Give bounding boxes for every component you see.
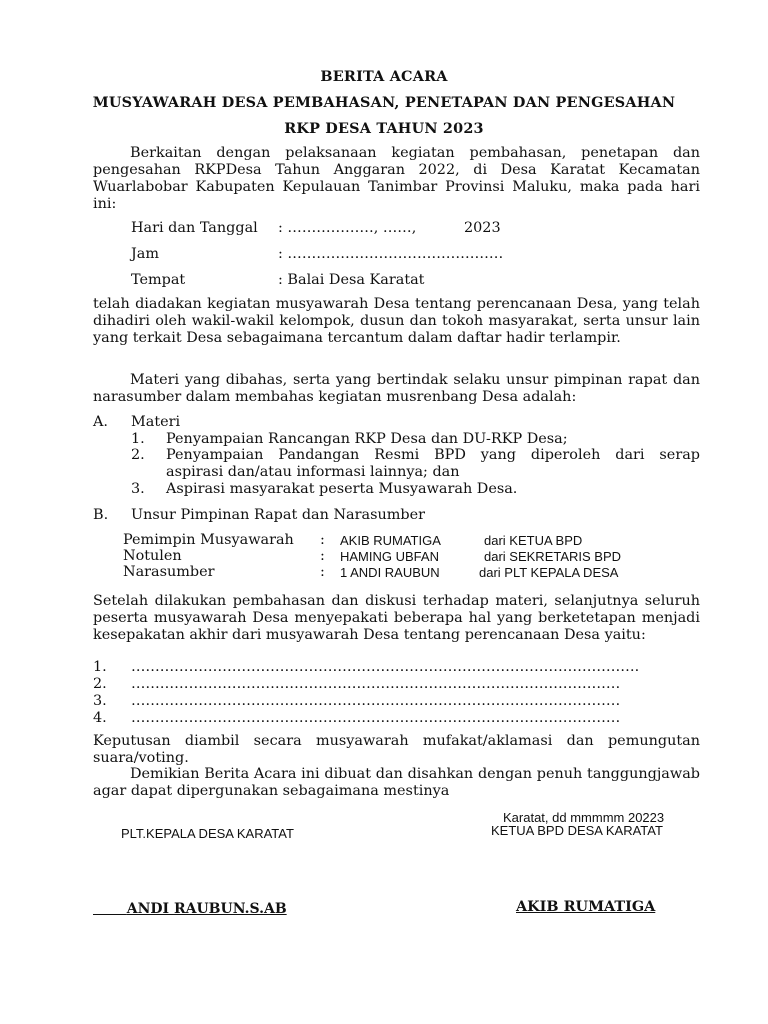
- section-a-item-number: 1.: [131, 431, 145, 447]
- schedule-place-value: : Balai Desa Karatat: [278, 272, 425, 288]
- materials-intro-text: Materi yang dibahas, serta yang bertindak selaku unsur pimpinan rapat dan narasumber dalam membahas kegiatan musrenbang Desa adalah:: [93, 372, 700, 405]
- intro-paragraph: [93, 145, 700, 213]
- agreement-number: 1.: [93, 659, 107, 675]
- speaker-role: Narasumber: [123, 564, 215, 580]
- agreement-number: 4.: [93, 710, 107, 726]
- section-a-item-number: 2.: [131, 447, 145, 463]
- agreement-blank: …………………………………………………………………………………………: [131, 676, 621, 692]
- document-subtitle-year: RKP DESA TAHUN 2023: [284, 120, 484, 137]
- speaker-origin: dari PLT KEPALA DESA: [479, 565, 619, 580]
- decision-paragraph: Keputusan diambil secara musyawarah mufakat/aklamasi dan pemungutan suara/voting.: [93, 733, 700, 766]
- document-title: BERITA ACARA: [320, 68, 448, 85]
- section-a-marker: A.: [93, 414, 108, 430]
- agreement-paragraph: Setelah dilakukan pembahasan dan diskusi terhadap materi, selanjutnya seluruh peserta musyawarah Desa menyepakati beberapa hal yang berketetapan menjadi kesepakatan akhir dari musyawarah Desa tentang perencanaan Desa yaitu:: [93, 593, 700, 643]
- bpd-chair-name: AKIB RUMATIGA: [516, 898, 656, 915]
- leader-role: Pemimpin Musyawarah: [123, 532, 294, 548]
- schedule-day-value: : ………………, ……,: [278, 220, 417, 236]
- speaker-colon: :: [320, 564, 325, 580]
- notulen-role: Notulen: [123, 548, 182, 564]
- leader-colon: :: [320, 532, 325, 548]
- section-a-item-number: 3.: [131, 481, 145, 497]
- agreement-number: 3.: [93, 693, 107, 709]
- schedule-day-year: 2023: [464, 220, 501, 236]
- section-a-item-text: Penyampaian Rancangan RKP Desa dan DU-RKP Desa;: [166, 431, 568, 447]
- document-subtitle: MUSYAWARAH DESA PEMBAHASAN, PENETAPAN DAN PENGESAHAN: [92, 94, 676, 111]
- section-a-item-text: Aspirasi masyarakat peserta Musyawarah Desa.: [166, 481, 518, 497]
- agreement-blank: …………………………………………………………………………………………: [131, 693, 621, 709]
- section-a-item-text: Penyampaian Pandangan Resmi BPD yang diperoleh dari serap: [166, 447, 700, 463]
- intro-text: Berkaitan dengan pelaksanaan kegiatan pembahasan, penetapan dan pengesahan RKPDesa Tahun Anggaran 2022, di Desa Karatat Kecamatan Wuarlabobar Kabupaten Kepulauan Tanimbar Provinsi Maluku, maka pada hari ini:: [93, 145, 700, 212]
- notulen-name: HAMING UBFAN: [340, 549, 439, 564]
- place-date: Karatat, dd mmmmm 20223: [503, 810, 665, 825]
- section-b-marker: B.: [93, 507, 109, 523]
- speaker-name: 1 ANDI RAUBUN: [340, 565, 440, 580]
- schedule-place-label: Tempat: [131, 272, 186, 288]
- agreement-number: 2.: [93, 676, 107, 692]
- section-a-item-text-cont: aspirasi dan/atau informasi lainnya; dan: [166, 464, 460, 480]
- closing-paragraph: [93, 766, 700, 800]
- agreement-blank: …………………………………………………………………………………………….: [131, 659, 640, 675]
- schedule-time-value: : ………………………………………: [278, 246, 504, 262]
- bpd-chair-title: KETUA BPD DESA KARATAT: [491, 823, 663, 838]
- materials-intro-paragraph: [93, 372, 700, 406]
- village-head-title: PLT.KEPALA DESA KARATAT: [121, 826, 294, 841]
- schedule-time-label: Jam: [131, 246, 159, 262]
- notulen-origin: dari SEKRETARIS BPD: [484, 549, 622, 564]
- village-head-name: ANDI RAUBUN.S.AB: [126, 901, 287, 917]
- section-a-title: Materi: [131, 414, 181, 430]
- attendance-paragraph: telah diadakan kegiatan musyawarah Desa tentang perencanaan Desa, yang telah dihadiri oleh wakil-wakil kelompok, dusun dan tokoh masyarakat, serta unsur lain yang terkait Desa sebagaimana tercantum dalam daftar hadir terlampir.: [93, 296, 700, 346]
- section-b-title: Unsur Pimpinan Rapat dan Narasumber: [131, 507, 426, 523]
- schedule-day-label: Hari dan Tanggal: [131, 220, 258, 236]
- agreement-blank: …………………………………………………………………………………………: [131, 710, 621, 726]
- leader-origin: dari KETUA BPD: [484, 533, 583, 548]
- notulen-colon: :: [320, 548, 325, 564]
- leader-name: AKIB RUMATIGA: [340, 533, 441, 548]
- closing-text: Demikian Berita Acara ini dibuat dan disahkan dengan penuh tanggungjawab agar dapat dipergunakan sebagaimana mestinya: [93, 766, 700, 799]
